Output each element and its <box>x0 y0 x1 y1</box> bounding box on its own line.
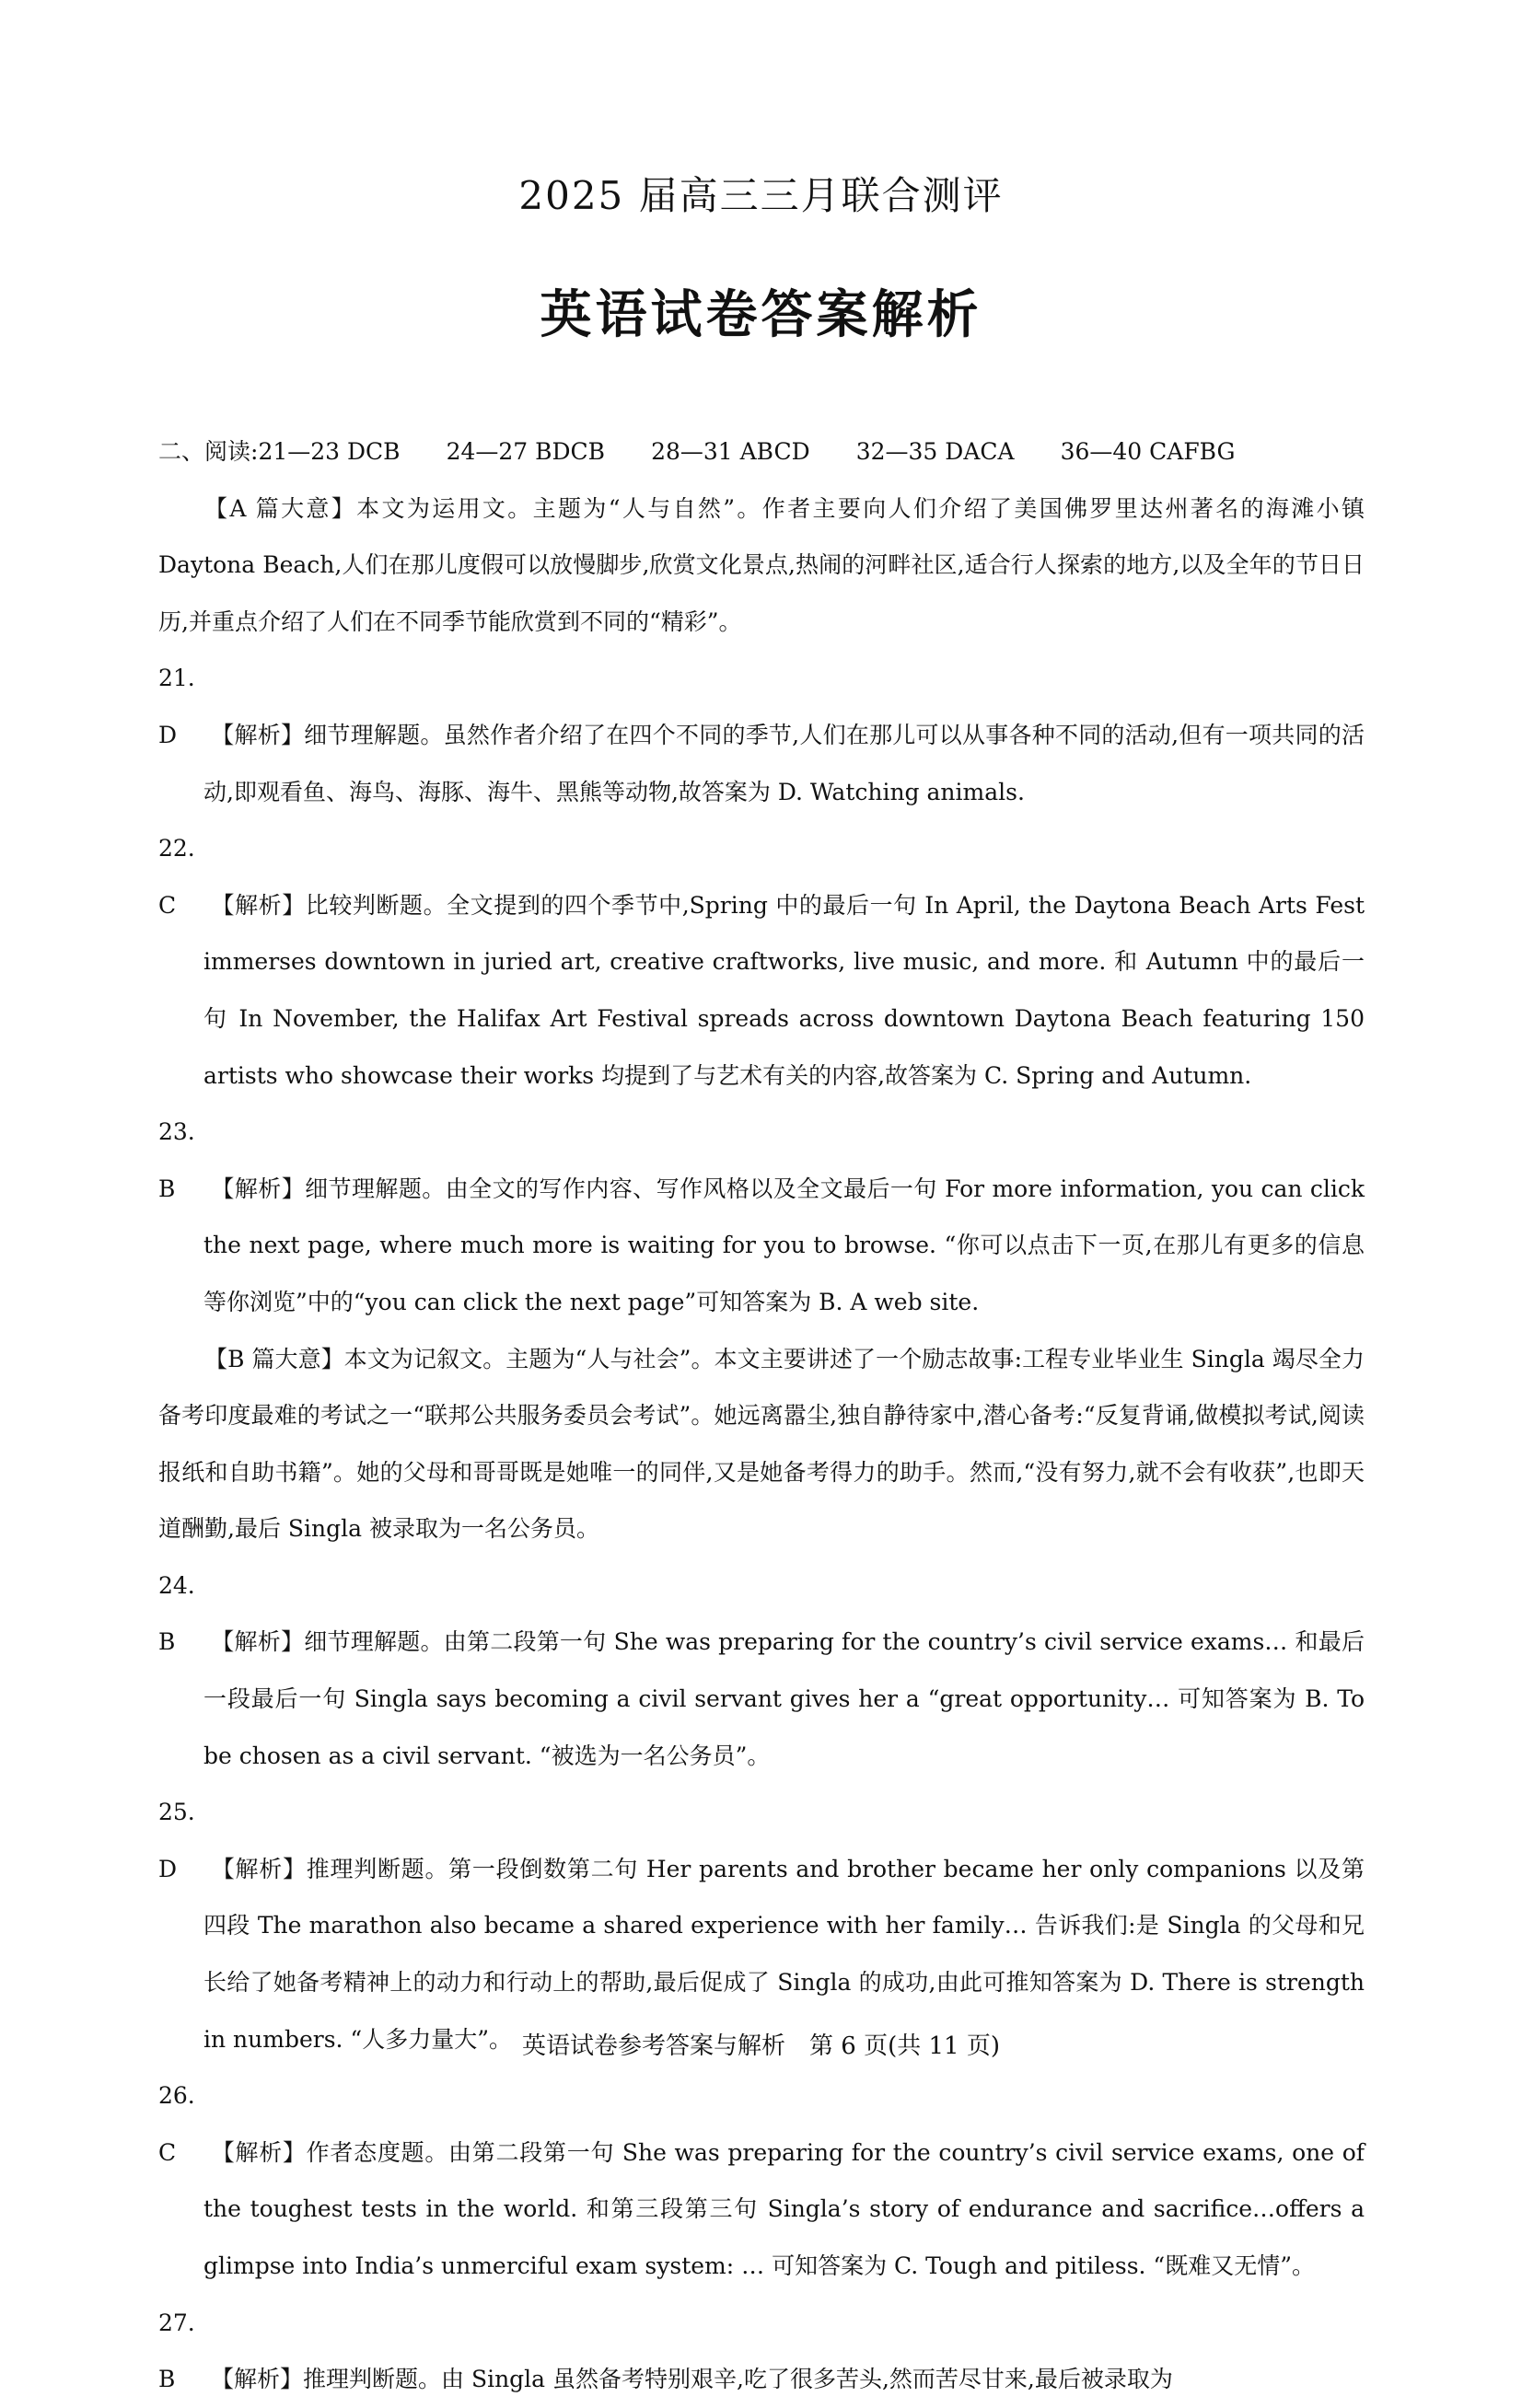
explanation-item <box>158 2295 1365 2408</box>
explanation-text: 【解析】比较判断题。全文提到的四个季节中,Spring 中的最后一句 In April, the Daytona Beach Arts Fest immerses downtown in juried art, creative craftworks, live music, and more. 和 Autumn 中的最后一句 In November, the Halifax Art Festival spreads across downtown Daytona Beach featuring 150 artists who showcase their works 均提到了与艺术有关的内容,故答案为 C. Spring and Autumn. <box>203 891 1365 1089</box>
passage-a-summary: 【A 篇大意】本文为运用文。主题为“人与自然”。作者主要向人们介绍了美国佛罗里达州著名的海滩小镇 Daytona Beach,人们在那儿度假可以放慢脚步,欣赏文化景点,热闹的河畔社区,适合行人探索的地方,以及全年的节日日历,并重点介绍了人们在不同季节能欣赏到不同的“精彩”。 <box>158 494 1365 635</box>
answer-group: 28—31 ABCD <box>651 438 810 465</box>
answer-group: 24—27 BDCB <box>446 438 606 465</box>
answer-key-line <box>158 423 1365 480</box>
explanation-text: 【解析】细节理解题。虽然作者介绍了在四个不同的季节,人们在那儿可以从事各种不同的活动,但有一项共同的活动,即观看鱼、海鸟、海豚、海牛、黑熊等动物,故答案为 D. Watching animals. <box>203 721 1365 805</box>
question-number: 23. B <box>158 1118 195 1202</box>
explanation-text: 【解析】推理判断题。由 Singla 虽然备考特别艰辛,吃了很多苦头,然而苦尽甘来,最后被录取为 <box>211 2366 1173 2393</box>
answer-group: 36—40 CAFBG <box>1060 438 1236 465</box>
question-number: 21. D <box>158 665 195 748</box>
answer-group: 32—35 DACA <box>855 438 1015 465</box>
answer-group: 21—23 DCB <box>258 438 401 465</box>
explanation-text: 【解析】细节理解题。由全文的写作内容、写作风格以及全文最后一句 For more information, you can click the next page, where much more is waiting for you to browse. “你可以点击下一页,在那儿有更多的信息等你浏览”中的“you can click the next page”可知答案为 B. A web site. <box>203 1175 1365 1315</box>
explanation-text: 【解析】作者态度题。由第二段第一句 She was preparing for the country’s civil service exams, one of the toughest tests in the world. 和第三段第三句 Singla’s story of endurance and sacrifice…offers a glimpse into India’s unmerciful exam system: … 可知答案为 C. Tough and pitiless. “既难又无情”。 <box>203 2138 1365 2279</box>
explanation-item <box>158 2067 1365 2294</box>
answer-key-prefix: 二、阅读: <box>158 438 259 465</box>
passage-b-summary: 【B 篇大意】本文为记叙文。主题为“人与社会”。本文主要讲述了一个励志故事:工程专业毕业生 Singla 竭尽全力备考印度最难的考试之一“联邦公共服务委员会考试”。她远离嚣尘,独自静待家中,潜心备考:“反复背诵,做模拟考试,阅读报纸和自助书籍”。她的父母和哥哥既是她唯一的同伴,又是她备考得力的助手。然而,“没有努力,就不会有收获”,也即天道酬勤,最后 Singla 被录取为一名公务员。 <box>158 1345 1365 1543</box>
explanation-text: 【解析】细节理解题。由第二段第一句 She was preparing for the country’s civil service exams… 和最后一段最后一句 Singla says becoming a civil servant gives her a “great opportunity… 可知答案为 B. To be chosen as a civil servant. “被选为一名公务员”。 <box>203 1628 1365 1769</box>
question-number: 25. D <box>158 1799 195 1882</box>
question-number: 26. C <box>158 2082 195 2166</box>
explanation-text: 【解析】推理判断题。第一段倒数第二句 Her parents and brother became her only companions 以及第四段 The marathon also became a shared experience with her family… 告诉我们:是 Singla 的父母和兄长给了她备考精神上的动力和行动上的帮助,最后促成了 Singla 的成功,由此可推知答案为 D. There is strength in numbers. “人多力量大”。 <box>203 1855 1365 2053</box>
explanation-item <box>158 1784 1365 2067</box>
explanation-item <box>158 1557 1365 1784</box>
explanation-item <box>158 1104 1365 1330</box>
explanation-item <box>158 820 1365 1104</box>
document-body <box>158 423 1365 2408</box>
document-title: 英语试卷答案解析 <box>540 285 982 345</box>
question-number: 27. B <box>158 2309 195 2393</box>
explanation-item <box>158 650 1365 820</box>
exam-title: 2025 届高三三月联合测评 <box>518 173 1004 218</box>
question-number: 22. C <box>158 835 195 919</box>
page-footer: 英语试卷参考答案与解析 第 6 页(共 11 页) <box>522 2032 1000 2060</box>
question-number: 24. B <box>158 1571 195 1656</box>
